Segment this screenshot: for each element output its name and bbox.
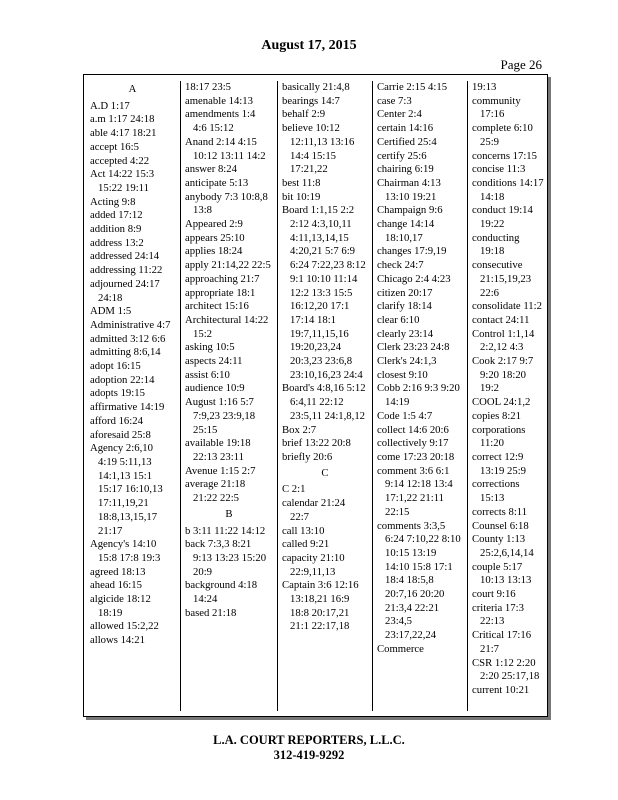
index-entry: COOL 24:1,2 <box>472 396 531 409</box>
index-entry: admitting 8:6,14 <box>90 346 161 359</box>
index-entry: architect 15:16 <box>185 300 249 313</box>
index-frame <box>83 74 548 717</box>
index-entry: Act 14:22 15:3 15:22 19:11 <box>90 168 155 194</box>
index-entry: court 9:16 <box>472 588 516 601</box>
index-entry: Certified 25:4 <box>377 135 437 148</box>
index-entry: Agency's 14:10 15:8 17:8 19:3 <box>90 538 161 564</box>
index-entry: assist 6:10 <box>185 368 230 381</box>
index-entry: Acting 9:8 <box>90 195 136 208</box>
index-entry: Champaign 9:6 <box>377 204 443 217</box>
index-entry: copies 8:21 <box>472 409 521 422</box>
index-entry: corrections 15:13 <box>472 478 520 505</box>
index-entry: consecutive 21:15,19,23 22:6 <box>472 259 532 299</box>
index-entry: Critical 17:16 21:7 <box>472 629 532 655</box>
index-entry: bit 10:19 <box>282 190 321 203</box>
index-entry: conducting 19:18 <box>472 231 520 258</box>
index-entry: adjourned 24:17 24:18 <box>90 277 160 304</box>
index-entry: community 17:16 <box>472 94 521 121</box>
index-entry: addressed 24:14 <box>90 250 160 263</box>
index-entry: amendments 1:4 4:6 15:12 <box>185 108 256 135</box>
index-entry: case 7:3 <box>377 94 412 107</box>
index-entry: corporations 11:20 <box>472 423 526 450</box>
index-entry: Appeared 2:9 <box>185 218 243 231</box>
index-column-2 <box>180 81 273 711</box>
index-entry: added 17:12 <box>90 209 143 222</box>
index-entry: Cobb 2:16 9:3 9:20 14:19 <box>377 382 460 409</box>
index-entry: 19:13 <box>472 81 497 93</box>
index-entry: average 21:18 21:22 22:5 <box>185 478 246 505</box>
index-entry: couple 5:17 10:13 13:13 <box>472 560 532 587</box>
index-entry: best 11:8 <box>282 176 321 189</box>
index-entry: bearings 14:7 <box>282 94 340 107</box>
index-entry: algicide 18:12 18:19 <box>90 593 151 619</box>
index-entry: citizen 20:17 <box>377 286 433 299</box>
index-entry: conduct 19:14 19:22 <box>472 204 533 231</box>
index-entry: Board 1:1,15 2:2 2:12 4:3,10,11 4:11,13,14,15 4:20,21 5:7 6:9 6:24 7:22,23 8:12 9:1 10:10 11:14 12:2 13:3 15:5 16:12,20 17:1 17:14 18:1 19:7,11,15,16 19:20,23,24 20:3,23 23:6,8 23:10,16,23 24:4 <box>282 204 366 381</box>
index-entry: appears 25:10 <box>185 231 245 244</box>
index-entry: calendar 21:24 22:7 <box>282 497 346 523</box>
index-entry: contact 24:11 <box>472 313 530 326</box>
index-entry: allowed 15:2,22 <box>90 620 159 633</box>
index-entry: Agency 2:6,10 4:19 5:11,13 14:1,13 15:1 15:17 16:10,13 17:11,19,21 18:8,13,15,17 21:17 <box>90 442 163 537</box>
index-entry: concerns 17:15 <box>472 149 537 162</box>
index-entry: call 13:10 <box>282 524 325 537</box>
index-entry: County 1:13 25:2,6,14,14 <box>472 533 534 559</box>
index-entry: August 1:16 5:7 7:9,23 23:9,18 25:15 <box>185 396 256 436</box>
index-entry: applies 18:24 <box>185 245 243 258</box>
index-entry: concise 11:3 <box>472 163 526 176</box>
index-entry: consolidate 11:2 <box>472 300 542 313</box>
index-entry: adoption 22:14 <box>90 373 155 386</box>
index-entry: admitted 3:12 6:6 <box>90 332 166 345</box>
index-entry: Center 2:4 <box>377 108 422 121</box>
index-entry: apply 21:14,22 22:5 <box>185 259 271 272</box>
index-entry: certain 14:16 <box>377 122 434 135</box>
footer-phone: 312-419-9292 <box>273 748 345 762</box>
index-entry: current 10:21 <box>472 683 530 696</box>
index-entry: clear 6:10 <box>377 313 420 326</box>
index-entry: criteria 17:3 22:13 <box>472 601 524 628</box>
index-entry: aspects 24:11 <box>185 355 243 368</box>
index-entry: b 3:11 11:22 14:12 <box>185 524 266 537</box>
index-entry: amenable 14:13 <box>185 94 253 107</box>
index-entry: behalf 2:9 <box>282 108 326 121</box>
index-entry: agreed 18:13 <box>90 565 146 578</box>
index-entry: clarify 18:14 <box>377 300 432 313</box>
index-entry: Control 1:1,14 2:2,12 4:3 <box>472 327 535 354</box>
index-entry: anticipate 5:13 <box>185 176 249 189</box>
index-entry: answer 8:24 <box>185 163 237 176</box>
index-entry: a.m 1:17 24:18 <box>90 113 155 126</box>
index-entry: accepted 4:22 <box>90 154 150 167</box>
index-entry: A.D 1:17 <box>90 99 130 112</box>
index-entry: collect 14:6 20:6 <box>377 423 449 436</box>
index-entry: certify 25:6 <box>377 149 427 162</box>
index-entry: change 14:14 18:10,17 <box>377 218 435 244</box>
index-entry: addition 8:9 <box>90 223 142 236</box>
index-entry: Architectural 14:22 15:2 <box>185 313 269 340</box>
index-entry: Counsel 6:18 <box>472 519 529 532</box>
index-section-letter: C <box>321 466 329 479</box>
index-entry: CSR 1:12 2:20 2:20 25:17,18 <box>472 656 540 683</box>
index-entry: C 2:1 <box>282 483 306 496</box>
index-entry: come 17:23 20:18 <box>377 450 455 463</box>
index-entry: back 7:3,3 8:21 9:13 13:23 15:20 20:9 <box>185 538 267 578</box>
index-section-letter: A <box>128 83 137 95</box>
index-entry: conditions 14:17 14:18 <box>472 176 544 203</box>
index-entry: Carrie 2:15 4:15 <box>377 81 448 93</box>
index-entry: Code 1:5 4:7 <box>377 409 433 422</box>
index-section-letter: B <box>225 507 233 520</box>
index-entry: chairing 6:19 <box>377 163 434 176</box>
index-column-3 <box>277 81 368 711</box>
index-column-1 <box>90 81 175 711</box>
index-entry: collectively 9:17 <box>377 437 449 450</box>
index-entry: 18:17 23:5 <box>185 81 232 93</box>
index-entry: ahead 16:15 <box>90 579 142 592</box>
index-entry: Clerk's 24:1,3 <box>377 355 437 368</box>
index-entry: asking 10:5 <box>185 341 235 354</box>
index-entry: able 4:17 18:21 <box>90 127 157 140</box>
index-entry: believe 10:12 12:11,13 13:16 14:4 15:15 17:21,22 <box>282 122 355 176</box>
index-entry: addressing 11:22 <box>90 264 163 277</box>
index-entry: basically 21:4,8 <box>282 81 350 93</box>
index-entry: complete 6:10 25:9 <box>472 122 533 148</box>
index-entry: aforesaid 25:8 <box>90 428 151 441</box>
index-entry: ADM 1:5 <box>90 305 132 318</box>
index-entry: accept 16:5 <box>90 140 139 153</box>
index-entry: audience 10:9 <box>185 382 245 395</box>
index-entry: Chicago 2:4 4:23 <box>377 272 451 285</box>
index-entry: brief 13:22 20:8 <box>282 437 351 450</box>
index-entry: Commerce <box>377 642 424 655</box>
index-entry: available 19:18 22:13 23:11 <box>185 437 251 463</box>
index-entry: Administrative 4:7 <box>90 318 171 331</box>
index-column-5 <box>467 81 548 711</box>
index-entry: allows 14:21 <box>90 634 145 647</box>
index-entry: Box 2:7 <box>282 423 317 436</box>
index-entry: Chairman 4:13 13:10 19:21 <box>377 176 441 203</box>
index-entry: Clerk 23:23 24:8 <box>377 341 450 354</box>
index-entry: corrects 8:11 <box>472 505 528 518</box>
index-entry: Board's 4:8,16 5:12 6:4,11 22:12 23:5,11 24:1,8,12 <box>282 382 366 422</box>
index-entry: correct 12:9 13:19 25:9 <box>472 450 527 477</box>
index-entry: comments 3:3,5 6:24 7:10,22 8:10 10:15 13:19 14:10 15:8 17:1 18:4 18:5,8 20:7,16 20:20 21:3,4 22:21 23:4,5 23:17,22,24 <box>377 519 461 642</box>
index-entry: adopts 19:15 <box>90 387 145 400</box>
footer-company: L.A. COURT REPORTERS, L.L.C. <box>213 733 405 747</box>
index-entry: affirmative 14:19 <box>90 401 165 414</box>
index-entry: approaching 21:7 <box>185 272 260 285</box>
index-entry: anybody 7:3 10:8,8 13:8 <box>185 190 268 217</box>
index-entry: changes 17:9,19 <box>377 245 447 258</box>
page-number: Page 26 <box>500 57 542 72</box>
index-entry: check 24:7 <box>377 259 424 272</box>
header-date: August 17, 2015 <box>261 38 357 53</box>
index-entry: appropriate 18:1 <box>185 286 256 299</box>
index-entry: capacity 21:10 22:9,11,13 <box>282 551 345 578</box>
index-entry: background 4:18 14:24 <box>185 579 258 606</box>
index-entry: clearly 23:14 <box>377 327 434 340</box>
index-column-4 <box>372 81 463 711</box>
index-entry: afford 16:24 <box>90 414 143 427</box>
index-entry: comment 3:6 6:1 9:14 12:18 13:4 17:1,22 21:11 22:15 <box>377 464 453 518</box>
index-entry: Cook 2:17 9:7 9:20 18:20 19:2 <box>472 355 534 395</box>
index-entry: address 13:2 <box>90 236 144 249</box>
index-entry: adopt 16:15 <box>90 360 141 373</box>
index-entry: briefly 20:6 <box>282 450 333 463</box>
footer <box>0 733 618 763</box>
index-entry: Captain 3:6 12:16 13:18,21 16:9 18:8 20:17,21 21:1 22:17,18 <box>282 579 359 633</box>
index-entry: Avenue 1:15 2:7 <box>185 464 256 477</box>
index-entry: Anand 2:14 4:15 10:12 13:11 14:2 <box>185 135 266 162</box>
index-entry: based 21:18 <box>185 606 237 619</box>
index-entry: closest 9:10 <box>377 368 428 381</box>
index-entry: called 9:21 <box>282 538 330 551</box>
